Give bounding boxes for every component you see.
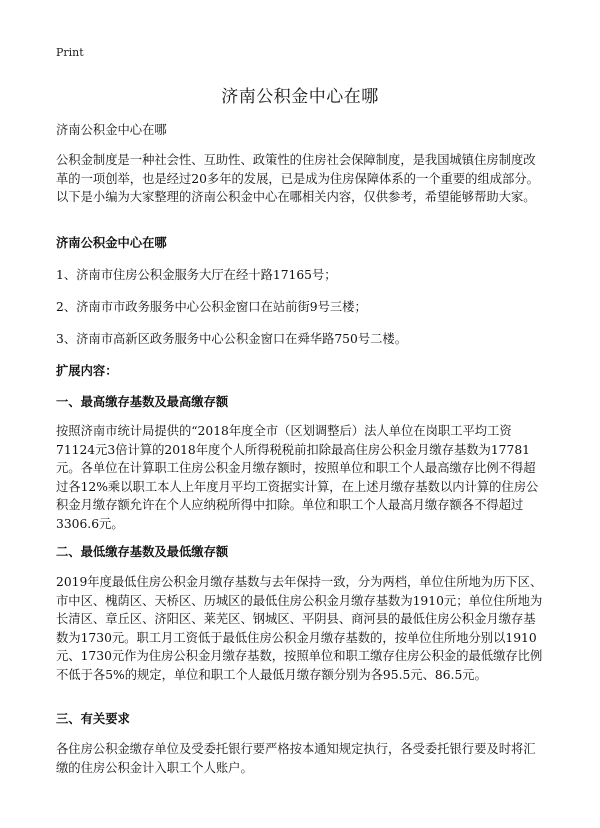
location-item-3 [56, 330, 546, 349]
section-heading-location: 济南公积金中心在哪 [56, 235, 167, 250]
location-item-2 [56, 298, 546, 317]
section-heading: 二、最低缴存基数及最低缴存额 [56, 544, 229, 559]
section-body: 各住房公积金缴存单位及受委托银行要严格按本通知规定执行，各受委托银行要及时将汇缴的住房公积金计入职工个人账户。 [56, 742, 536, 775]
page-title: 济南公积金中心在哪 [221, 87, 379, 107]
extended-heading: 扩展内容： [56, 363, 118, 378]
section-1-heading-block [56, 393, 546, 412]
section-heading: 三、有关要求 [56, 711, 130, 726]
intro-block [56, 151, 546, 207]
print-label: Print [56, 46, 84, 59]
extended-heading-block [56, 362, 546, 381]
section-body: 2019年度最低住房公积金月缴存基数与去年保持一致，分为两档，单位住所地为历下区、市中区、槐荫区、天桥区、历城区的最低住房公积金月缴存基数为1910元；单位住所地为长清区、章丘区、济阳区、莱芜区、钢城区、平阴县、商河县的最低住房公积金月缴存基数为1730元。职工月工资低于最低住房公积金月缴存基数的，按单位住所地分别以1910元、1730元作为住房公积金月缴存基数，按照单位和职工缴存住房公积金的最低缴存比例不低于各5%的规定，单位和职工个人最低月缴存额分别为各95.5元、86.5元。 [56, 575, 543, 682]
section-1-body-block [56, 422, 546, 533]
location-text: 2、济南市市政务服务中心公积金窗口在站前街9号三楼； [56, 300, 367, 314]
main-heading-block [56, 234, 546, 253]
section-heading: 一、最高缴存基数及最高缴存额 [56, 394, 229, 409]
location-text: 3、济南市高新区政务服务中心公积金窗口在舜华路750号二楼。 [56, 332, 408, 346]
section-3-body-block [56, 740, 546, 777]
location-text: 1、济南市住房公积金服务大厅在经十路17165号； [56, 268, 337, 282]
section-2-heading-block [56, 543, 546, 562]
location-item-1 [56, 266, 546, 285]
section-body: 按照济南市统计局提供的“2018年度全市（区划调整后）法人单位在岗职工平均工资71124元3倍计算的2018年度个人所得税税前扣除最高住房公积金月缴存基数为17781元。各单位在计算职工住房公积金月缴存额时，按照单位和职工个人最高缴存比例不得超过各12%乘以职工本人上年度月平均工资据实计算，在上述月缴存基数以内计算的住房公积金月缴存额允许在个人应纳税所得中扣除。单位和职工个人最高月缴存额各不得超过3306.6元。 [56, 424, 539, 531]
subtitle-block [56, 121, 546, 140]
article-subtitle: 济南公积金中心在哪 [56, 123, 167, 137]
section-2-body-block [56, 573, 546, 684]
section-3-heading-block [56, 710, 546, 729]
intro-paragraph: 公积金制度是一种社会性、互助性、政策性的住房社会保障制度，是我国城镇住房制度改革的一项创举，也是经过20多年的发展，已是成为住房保障体系的一个重要的组成部分。以下是小编为大家整理的济南公积金中心在哪相关内容，仅供参考，希望能够帮助大家。 [56, 153, 539, 204]
